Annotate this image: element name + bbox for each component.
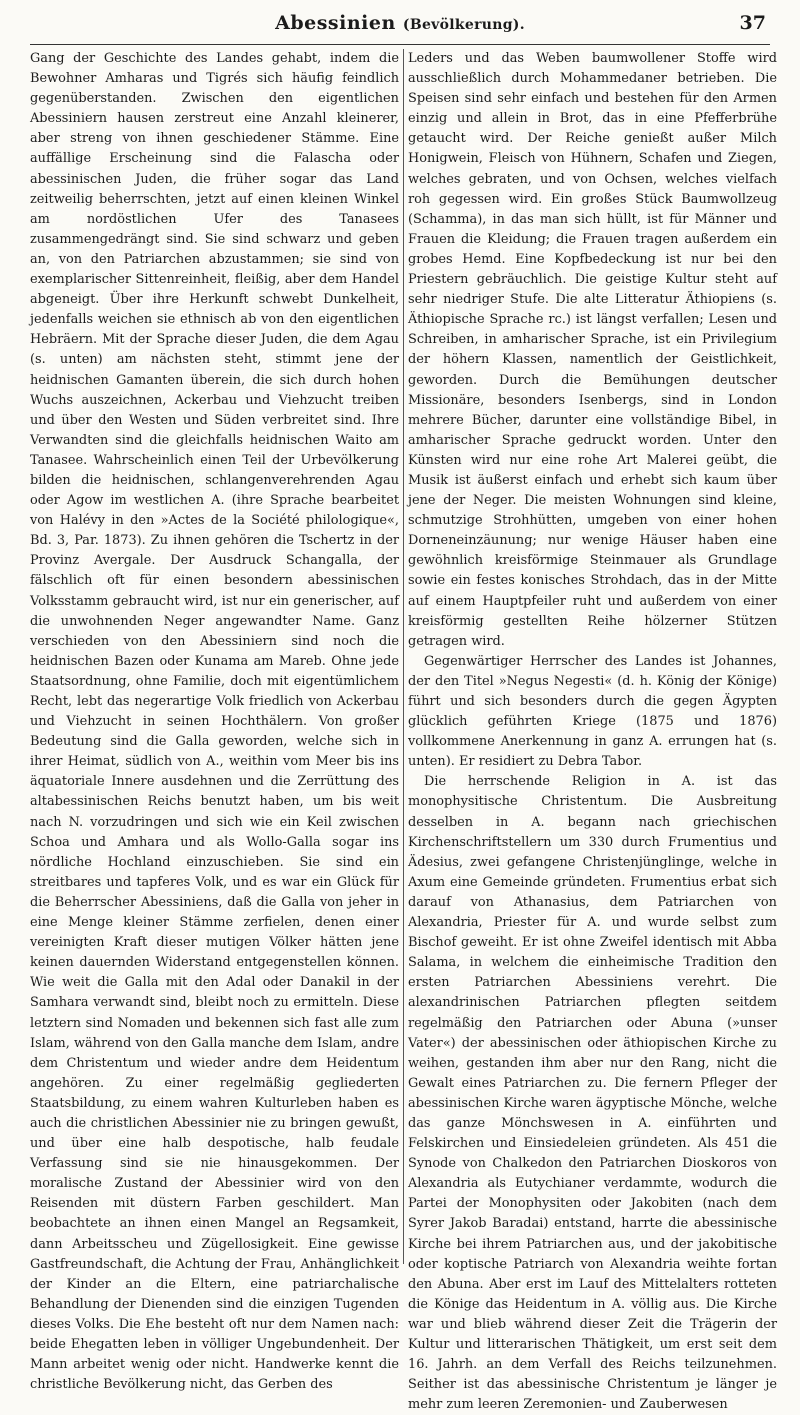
left-paragraph-1: Gang der Geschichte des Landes gehabt, indem die Bewohner Amharas und Tigrés sich häufig feindlich gegenüberstanden. Zwischen den eigentlichen Abessiniern hausen zerstreut eine Anzahl kleinerer, aber streng von ihnen geschiedener Stämme. Eine auffällige Erscheinung sind die Falascha oder abessinischen Juden, die früher sogar das Land zeitweilig beherrschten, jetzt auf einen kleinen Winkel am nordöstlichen Ufer des Tanasees zusammengedrängt sind. Sie sind schwarz und geben an, von den Patriarchen abzustammen; sie sind von exemplarischer Sittenreinheit, fleißig, aber dem Handel abgeneigt. Über ihre Herkunft schwebt Dunkelheit, jedenfalls weichen sie ethnisch ab von den eigentlichen Hebräern. Mit der Sprache dieser Juden, die dem Agau (s. unten) am nächsten steht, stimmt jene der heidnischen Gamanten überein, die sich durch hohen Wuchs auszeichnen, Ackerbau und Viehzucht treiben und über den Westen und Süden verbreitet sind. Ihre Verwandten sind die gleichfalls heidnischen Waito am Tanasee. Wahrscheinlich einen Teil der Urbevölkerung bilden die heidnischen, schlangenverehrenden Agau oder Agow im westlichen A. (ihre Sprache bearbeitet von Halévy in den »Actes de la Société philologique«, Bd. 3, Par. 1873). Zu ihnen gehören die Tschertz in der Provinz Avergale. Der Ausdruck Schangalla, der fälschlich oft für einen besondern abessinischen Volksstamm gebraucht wird, ist nur ein generischer, auf die unwohnenden Neger angewandter Name. Ganz verschieden von den Abessiniern sind noch die heidnischen Bazen oder Kunama am Mareb. Ohne jede Staatsordnung, ohne Familie, doch mit eigentümlichem Recht, lebt das negerartige Volk friedlich von Ackerbau und Viehzucht in seinen Hochthälern. Von großer Bedeutung sind die Galla geworden, welche sich in ihrer Heimat, südlich von A., weithin vom Meer bis ins äquatoriale Innere ausdehnen und die Zerrüttung des altabessinischen Reichs benutzt haben, um bis weit nach N. vorzudringen und sich wie ein Keil zwischen Schoa und Amhara und als Wollo-Galla sogar ins nördliche Hochland einzuschieben. Sie sind ein streitbares und tapferes Volk, und es war ein Glück für die Beherrscher Abessiniens, daß die Galla von jeher in eine Menge kleiner Stämme zerfielen, denen einer vereinigten Kraft dieser mutigen Völker hätten jene keinen dauernden Widerstand entgegenstellen können. Wie weit die Galla mit den Adal oder Danakil in der Samhara verwandt sind, bleibt noch zu ermitteln. Diese letztern sind Nomaden und bekennen sich fast alle zum Islam, während von den Galla manche dem Islam, andre dem Christentum und wieder andre dem Heidentum angehören. Zu einer regelmäßig gegliederten Staatsbildung, zu einem wahren Kulturleben haben es auch die christlichen Abessinier nie zu bringen gewußt, und über eine halb despotische, halb feudale Verfassung sind sie nie hinausgekommen. Der moralische Zustand der Abessinier wird von den Reisenden mit düstern Farben geschildert. Man beobachtete an ihnen einen Mangel an Regsamkeit, dann Arbeitsscheu und Zügellosigkeit. Eine gewisse Gastfreundschaft, die Achtung der Frau, Anhänglichkeit der Kinder an die Eltern, eine patriarchalische Behandlung der Dienenden sind die einzigen Tugenden dieses Volks. Die Ehe besteht oft nur dem Namen nach: beide Ehegatten leben in völliger Ungebundenheit. Der Mann arbeitet wenig oder nicht. Handwerke kennt die christliche Bevölkerung nicht, das Gerben des	[30, 51, 399, 1393]
page-number: 37	[739, 12, 766, 34]
running-head-subtitle: (Bevölkerung).	[402, 17, 525, 33]
right-paragraph-3: Die herrschende Religion in A. ist das monophysitische Christentum. Die Ausbreitung desselben in A. begann nach griechischen Kirchenschriftstellern um 330 durch Frumentius und Ädesius, zwei gefangene Christenjünglinge, welche in Axum eine Gemeinde gründeten. Frumentius erbat sich darauf von Athanasius, dem Patriarchen von Alexandria, Priester für A. und wurde selbst zum Bischof geweiht. Er ist ohne Zweifel identisch mit Abba Salama, in welchem die einheimische Tradition den ersten Patriarchen Abessiniens verehrt. Die alexandrinischen Patriarchen pflegten seitdem regelmäßig den Patriarchen oder Abuna (»unser Vater«) der abessinischen oder äthiopischen Kirche zu weihen, gestanden ihm aber nur den Rang, nicht die Gewalt eines Patriarchen zu. Die fernern Pfleger der abessinischen Kirche waren ägyptische Mönche, welche das ganze Mönchswesen in A. einführten und Felskirchen und Einsiedeleien gründeten. Als 451 die Synode von Chalkedon den Patriarchen Dioskoros von Alexandria als Eutychianer verdammte, wodurch die Partei der Monophysiten oder Jakobiten (nach dem Syrer Jakob Baradai) entstand, harrte die abessinische Kirche bei ihrem Patriarchen aus, und der jakobitische oder koptische Patriarch von Alexandria weihte fortan den Abuna. Aber erst im Lauf des Mittelalters rotteten die Könige das Heidentum in A. völlig aus. Die Kirche war und blieb während dieser Zeit die Trägerin der Kultur und litterarischen Thätigkeit, um erst seit dem 16. Jahrh. an dem Verfall des Reichs teilzunehmen. Seither ist das abessinische Christentum je länger je mehr zum leeren Zeremonien- und Zauberwesen	[408, 774, 777, 1413]
running-head	[30, 12, 770, 34]
text-columns	[30, 49, 777, 1413]
column-divider	[403, 49, 404, 1264]
page-header	[30, 0, 770, 44]
right-paragraph-1: Leders und das Weben baumwollener Stoffe wird ausschließlich durch Mohammedaner betrieben. Die Speisen sind sehr einfach und bestehen für den Armen einzig und allein in Brot, das in eine Pfefferbrühe getaucht wird. Der Reiche genießt außer Milch Honigwein, Fleisch von Hühnern, Schafen und Ziegen, welches gebraten, und von Ochsen, welches vielfach roh gegessen wird. Ein großes Stück Baumwollzeug (Schamma), in das man sich hüllt, ist für Männer und Frauen die Kleidung; die Frauen tragen außerdem ein grobes Hemd. Eine Kopfbedeckung ist nur bei den Priestern gebräuchlich. Die geistige Kultur steht auf sehr niedriger Stufe. Die alte Litteratur Äthiopiens (s. Äthiopische Sprache rc.) ist längst verfallen; Lesen und Schreiben, in amharischer Sprache, ist ein Privilegium der höhern Klassen, namentlich der Geistlichkeit, geworden. Durch die Bemühungen deutscher Missionäre, besonders Isenbergs, sind in London mehrere Bücher, darunter eine vollständige Bibel, in amharischer Sprache gedruckt worden. Unter den Künsten wird nur eine rohe Art Malerei geübt, die Musik ist äußerst einfach und erhebt sich kaum über jene der Neger. Die meisten Wohnungen sind kleine, schmutzige Strohhütten, umgeben von einer hohen Dorneneinzäunung; nur wenige Häuser haben eine gewöhnlich kreisförmige Steinmauer als Grundlage sowie ein festes konisches Strohdach, das in der Mitte auf einem Hauptpfeiler ruht und außerdem von einer kreisförmig gestellten Reihe hölzerner Stützen getragen wird.	[408, 51, 777, 649]
header-rule	[30, 44, 770, 45]
left-column	[30, 49, 399, 1393]
right-column	[408, 49, 777, 1413]
running-head-title: Abessinien	[275, 12, 396, 34]
right-paragraph-2: Gegenwärtiger Herrscher des Landes ist Johannes, der den Titel »Negus Negesti« (d. h. König der Könige) führt und sich besonders durch die gegen Ägypten glücklich geführten Kriege (1875 und 1876) vollkommene Anerkennung in ganz A. errungen hat (s. unten). Er residiert zu Debra Tabor.	[408, 653, 777, 770]
